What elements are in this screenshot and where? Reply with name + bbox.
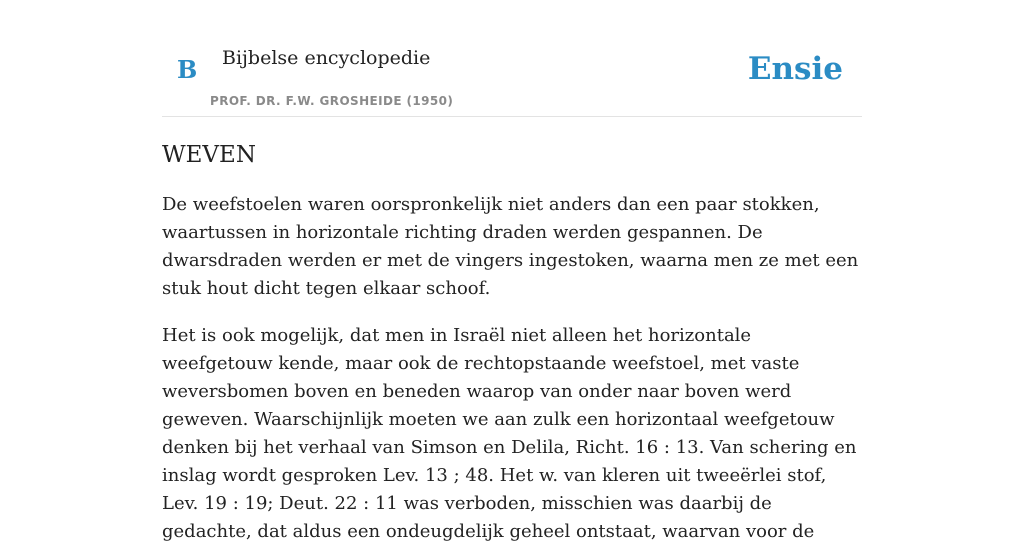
article-paragraph: Het is ook mogelijk, dat men in Israël niet alleen het horizontale weefgetouw kende, maar ook de rechtopstaande weefstoel, met vaste weversbomen boven en beneden waarop van onder naar boven werd geweven. Waarschijnlijk moeten we aan zulk een horizontaal weefgetouw denken bij het verhaal van Simson en Delila, Richt. 16 : 13. Van schering en inslag wordt gesproken Lev. 13 ; 48. Het w. van kleren uit tweeërlei stof, Lev. 19 : 19; Deut. 22 : 11 was verboden, misschien was daarbij de gedachte, dat aldus een ondeugdelijk geheel ontstaat, waarvan voor de xyxy=(162,325,857,542)
site-header xyxy=(162,0,862,117)
encyclopedia-logo-letter[interactable]: B xyxy=(177,55,198,84)
encyclopedia-author: PROF. DR. F.W. GROSHEIDE (1950) xyxy=(210,94,454,108)
article-headword: WEVEN xyxy=(162,142,256,168)
article-paragraph: De weefstoelen waren oorspronkelijk niet anders dan een paar stokken, waartussen in horizontale richting draden werden gespannen. De dwarsdraden werden er met de vingers ingestoken, waarna men ze met een stuk hout dicht tegen elkaar schoof. xyxy=(162,194,859,299)
ensie-brand-logo[interactable]: Ensie xyxy=(747,51,843,87)
article xyxy=(162,138,862,546)
encyclopedia-title[interactable]: Bijbelse encyclopedie xyxy=(222,47,431,69)
